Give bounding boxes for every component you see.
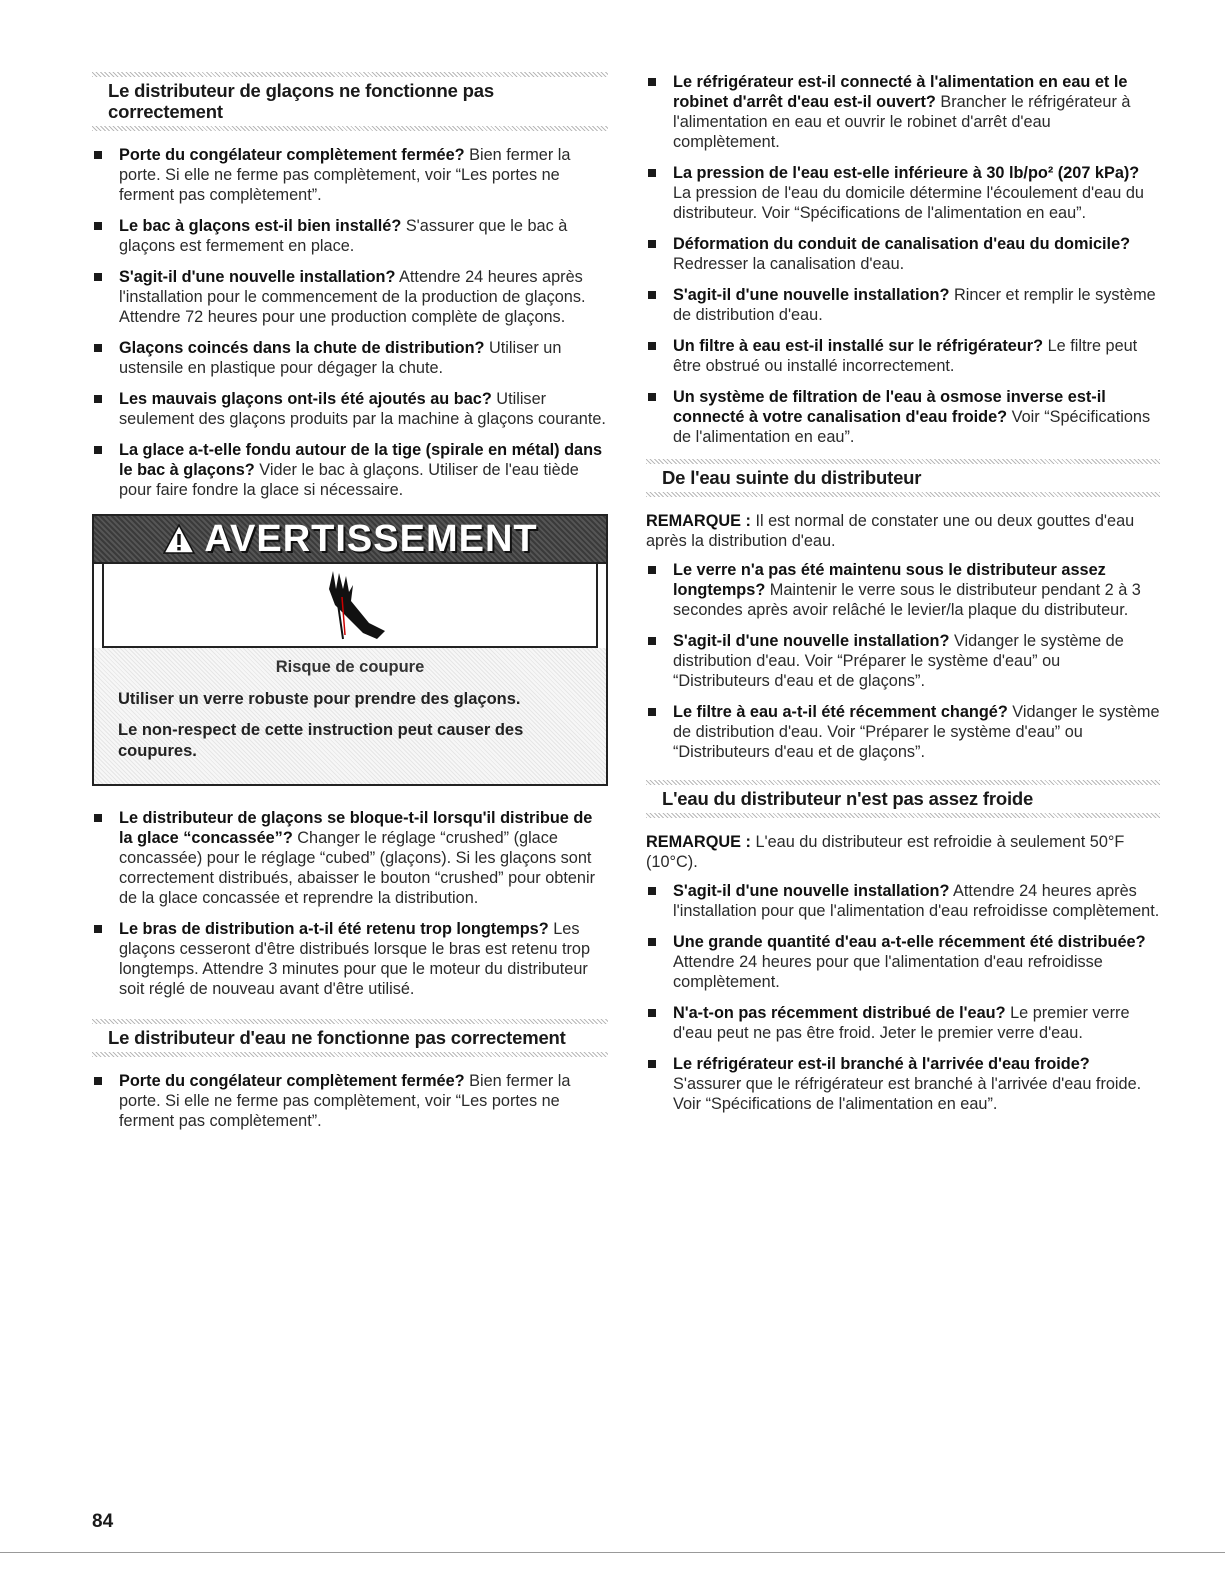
hatch-divider <box>92 1019 608 1024</box>
list-item <box>92 389 608 429</box>
bullet-list <box>646 560 1160 762</box>
section-header <box>646 780 1160 818</box>
hatch-divider <box>646 492 1160 497</box>
warning-image-panel <box>102 564 598 648</box>
bullet-list <box>646 72 1160 447</box>
hatch-divider <box>92 72 608 77</box>
list-item <box>646 163 1160 223</box>
question-text: S'agit-il d'une nouvelle installation? <box>673 882 950 900</box>
remark-label: REMARQUE : <box>646 512 751 530</box>
list-item <box>92 440 608 500</box>
list-item <box>646 702 1160 762</box>
list-item <box>92 919 608 999</box>
warning-instruction: Utiliser un verre robuste pour prendre des glaçons. <box>118 690 521 708</box>
bullet-list <box>646 881 1160 1114</box>
answer-text: Utiliser seulement des glaçons produits par la machine à glaçons courante. <box>119 390 606 428</box>
answer-text: Vidanger le système de distribution d'eau. Voir “Préparer le système d'eau” ou “Distributeurs d'eau et de glaçons”. <box>673 632 1124 690</box>
warning-title: AVERTISSEMENT <box>204 517 538 560</box>
question-text: Le verre n'a pas été maintenu sous le distributeur assez longtemps? <box>673 561 1106 599</box>
bullet-list <box>92 145 608 500</box>
question-text: Le bras de distribution a-t-il été retenu trop longtemps? <box>119 920 549 938</box>
question-text: Une grande quantité d'eau a-t-elle récemment été distribuée? <box>673 933 1146 951</box>
answer-text: Les glaçons cesseront d'être distribués lorsque le bras est retenu trop longtemps. Attendre 3 minutes pour que le moteur du distributeur soit réglé de nouveau avant d'être utilisé. <box>119 920 590 998</box>
question-text: Le réfrigérateur est-il branché à l'arrivée d'eau froide? <box>673 1055 1090 1073</box>
answer-text: Vider le bac à glaçons. Utiliser de l'eau tiède pour faire fondre la glace si nécessaire. <box>119 461 579 499</box>
section-header <box>92 72 608 131</box>
section-title: Le distributeur de glaçons ne fonctionne pas correctement <box>108 80 494 122</box>
answer-text: Le filtre peut être obstrué ou installé incorrectement. <box>673 337 1138 375</box>
bottom-rule <box>0 1552 1225 1553</box>
bullet-list <box>92 1071 608 1131</box>
list-item <box>646 881 1160 921</box>
section-header <box>646 459 1160 497</box>
warning-box <box>92 514 608 786</box>
cut-hand-icon <box>305 567 395 643</box>
answer-text: Le premier verre d'eau peut ne pas être froid. Jeter le premier verre d'eau. <box>673 1004 1130 1042</box>
answer-text: Voir “Spécifications de l'alimentation en eau”. <box>673 408 1151 446</box>
list-item <box>92 145 608 205</box>
list-item <box>646 72 1160 152</box>
warning-body <box>94 648 606 784</box>
answer-text: Attendre 24 heures après l'installation pour le commencement de la production de glaçons. Attendre 72 heures pour une production complète de glaçons. <box>119 268 586 326</box>
bullet-list <box>92 808 608 999</box>
list-item <box>646 234 1160 274</box>
question-text: Le distributeur de glaçons se bloque-t-il lorsqu'il distribue de la glace “concassée”? <box>119 809 593 847</box>
answer-text: La pression de l'eau du domicile détermine l'écoulement d'eau du distributeur. Voir “Spécifications de l'alimentation en eau”. <box>673 184 1144 222</box>
list-item <box>646 631 1160 691</box>
answer-text: Bien fermer la porte. Si elle ne ferme pas complètement, voir “Les portes ne ferment pas complètement”. <box>119 1072 571 1130</box>
hatch-divider <box>646 813 1160 818</box>
answer-text: S'assurer que le bac à glaçons est fermement en place. <box>119 217 568 255</box>
question-text: Un système de filtration de l'eau à osmose inverse est-il connecté à votre canalisation d'eau froide? <box>673 388 1106 426</box>
question-text: Déformation du conduit de canalisation d'eau du domicile? <box>673 235 1131 253</box>
remark-note <box>646 832 1160 872</box>
list-item <box>646 387 1160 447</box>
list-item <box>646 932 1160 992</box>
remark-text: Il est normal de constater une ou deux gouttes d'eau après la distribution d'eau. <box>646 512 1135 550</box>
hatch-divider <box>92 1052 608 1057</box>
list-item <box>92 808 608 908</box>
list-item <box>646 1003 1160 1043</box>
answer-text: Brancher le réfrigérateur à l'alimentation en eau et ouvrir le robinet d'arrêt d'eau complètement. <box>673 93 1131 151</box>
remark-label: REMARQUE : <box>646 833 751 851</box>
question-text: La glace a-t-elle fondu autour de la tige (spirale en métal) dans le bac à glaçons? <box>119 441 603 479</box>
question-text: Le filtre à eau a-t-il été récemment changé? <box>673 703 1008 721</box>
list-item <box>92 267 608 327</box>
answer-text: Utiliser un ustensile en plastique pour dégager la chute. <box>119 339 562 377</box>
question-text: Le bac à glaçons est-il bien installé? <box>119 217 402 235</box>
question-text: La pression de l'eau est-elle inférieure à 30 lb/po² (207 kPa)? <box>673 164 1140 182</box>
page-number: 84 <box>92 1511 114 1532</box>
warning-consequence: Le non-respect de cette instruction peut causer des coupures. <box>118 721 524 760</box>
list-item <box>646 285 1160 325</box>
hatch-divider <box>646 780 1160 785</box>
list-item <box>92 338 608 378</box>
question-text: S'agit-il d'une nouvelle installation? <box>673 632 950 650</box>
question-text: Le réfrigérateur est-il connecté à l'alimentation en eau et le robinet d'arrêt d'eau est-il ouvert? <box>673 73 1128 111</box>
answer-text: Attendre 24 heures après l'installation pour que l'alimentation d'eau refroidisse complètement. <box>673 882 1160 920</box>
warning-header <box>94 516 606 564</box>
remark-note <box>646 511 1160 551</box>
left-column <box>92 72 608 1142</box>
answer-text: Rincer et remplir le système de distribution d'eau. <box>673 286 1156 324</box>
remark-text: L'eau du distributeur est refroidie à seulement 50°F (10°C). <box>646 833 1125 871</box>
answer-text: Attendre 24 heures pour que l'alimentation d'eau refroidisse complètement. <box>673 953 1103 991</box>
answer-text: Maintenir le verre sous le distributeur pendant 2 à 3 secondes après avoir relâché le levier/la plaque du distributeur. <box>673 581 1141 619</box>
warning-triangle-icon <box>162 523 196 555</box>
section-title: De l'eau suinte du distributeur <box>662 467 922 488</box>
right-column <box>646 72 1160 1125</box>
warning-risk: Risque de coupure <box>275 658 425 676</box>
question-text: S'agit-il d'une nouvelle installation? <box>119 268 396 286</box>
answer-text: S'assurer que le réfrigérateur est branché à l'arrivée d'eau froide. Voir “Spécifications de l'alimentation en eau”. <box>673 1075 1142 1113</box>
answer-text: Bien fermer la porte. Si elle ne ferme pas complètement, voir “Les portes ne ferment pas complètement”. <box>119 146 571 204</box>
question-text: Porte du congélateur complètement fermée? <box>119 1072 465 1090</box>
answer-text: Redresser la canalisation d'eau. <box>673 255 905 273</box>
list-item <box>646 336 1160 376</box>
section-title: Le distributeur d'eau ne fonctionne pas correctement <box>108 1027 566 1048</box>
question-text: Les mauvais glaçons ont-ils été ajoutés au bac? <box>119 390 492 408</box>
section-header <box>92 1019 608 1057</box>
answer-text: Vidanger le système de distribution d'eau. Voir “Préparer le système d'eau” ou “Distributeurs d'eau et de glaçons”. <box>673 703 1160 761</box>
hatch-divider <box>92 126 608 131</box>
answer-text: Changer le réglage “crushed” (glace concassée) pour le réglage “cubed” (glaçons). Si les glaçons sont correctement distribués, abaisser le bouton “crushed” pour obtenir de la glace concassée et reprendre la distribution. <box>119 829 596 907</box>
question-text: N'a-t-on pas récemment distribué de l'eau? <box>673 1004 1006 1022</box>
list-item <box>92 1071 608 1131</box>
list-item <box>92 216 608 256</box>
question-text: Un filtre à eau est-il installé sur le réfrigérateur? <box>673 337 1044 355</box>
section-title: L'eau du distributeur n'est pas assez froide <box>662 788 1034 809</box>
question-text: Glaçons coincés dans la chute de distribution? <box>119 339 485 357</box>
hatch-divider <box>646 459 1160 464</box>
list-item <box>646 1054 1160 1114</box>
question-text: Porte du congélateur complètement fermée? <box>119 146 465 164</box>
question-text: S'agit-il d'une nouvelle installation? <box>673 286 950 304</box>
list-item <box>646 560 1160 620</box>
